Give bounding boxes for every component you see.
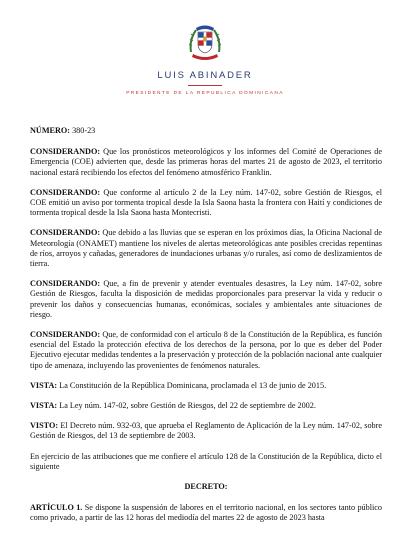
header-divider xyxy=(188,85,222,86)
vista-1 xyxy=(30,381,382,391)
considerando-label: CONSIDERANDO: xyxy=(30,228,101,238)
vista-text: La Ley núm. 147-02, sobre Gestión de Riesgos, del 22 de septiembre de 2002. xyxy=(59,401,316,411)
considerando-3 xyxy=(30,228,382,269)
vista-label: VISTA: xyxy=(30,401,58,411)
coat-of-arms-icon xyxy=(187,22,223,62)
vista-text: La Constitución de la República Dominicana, proclamada el 13 de junio de 2015. xyxy=(59,380,327,390)
considerando-text: Que conforme al artículo 2 de la Ley núm. 147-02, sobre Gestión de Riesgos, el COE emitió un aviso por tormenta tropical desde la Isla Saona hasta la frontera con Haití y condiciones de tormenta tropical desde la Isla Saona hasta Montecristi. xyxy=(30,187,382,218)
visto-label: VISTO: xyxy=(30,421,59,431)
articulo-label: ARTÍCULO 1. xyxy=(30,503,83,513)
considerando-label: CONSIDERANDO: xyxy=(30,279,101,289)
number-value: 380-23 xyxy=(72,126,96,135)
considerando-4 xyxy=(30,279,382,320)
considerando-text: Que los pronósticos meteorológicos y los informes del Comité de Operaciones de Emergencia (COE) advierten que, desde las primeras horas del martes 21 de agosto de 2023, el territorio nacional estará recibiendo los efectos del fenómeno atmosférico Franklin. xyxy=(30,147,382,177)
decree-number xyxy=(30,126,382,136)
president-title: PRESIDENTE DE LA REPUBLICA DOMINICANA xyxy=(126,91,284,96)
visto-text: El Decreto núm. 932-03, que aprueba el Reglamento de Aplicación de la Ley núm. 147-02, sobre Gestión de Riesgos, del 13 de septiembre de 2003. xyxy=(30,421,383,441)
considerando-2 xyxy=(30,188,382,219)
articulo-text: Se dispone la suspensión de labores en el territorio nacional, en los sectores tanto público como privado, a partir de las 12 horas del mediodía del martes 22 de agosto de 2023 hasta xyxy=(30,503,382,523)
number-label: NÚMERO: xyxy=(30,126,71,135)
vista-2 xyxy=(30,401,382,411)
considerando-label: CONSIDERANDO: xyxy=(30,147,101,157)
visto-1 xyxy=(30,421,382,441)
ejercicio-paragraph: En ejercicio de las atribuciones que me confiere el artículo 128 de la Constitución de la República, dicto el siguiente xyxy=(30,451,382,471)
considerando-text: Que, de conformidad con el artículo 8 de la Constitución de la República, es función esencial del Estado la protección efectiva de los derechos de la persona, por lo que es deber del Poder Ejecutivo ejecutar medidas tendentes a la preservación y protección de la población nacional ante cualquier tipo de amenaza, incluyendo las provenientes de fenómenos naturales. xyxy=(30,330,382,370)
vista-label: VISTA: xyxy=(30,380,58,390)
considerando-text: Que debido a las lluvias que se esperan en los próximos días, la Oficina Nacional de Meteorología (ONAMET) mantiene los niveles de alertas meteorológicas ante posibles crecidas repentinas de ríos, arroyos y cañadas, generadores de inundaciones urbanas y/o rurales, así como de deslizamientos de tierra. xyxy=(30,228,382,269)
considerando-label: CONSIDERANDO: xyxy=(30,330,101,340)
considerando-1 xyxy=(30,147,382,178)
articulo-1 xyxy=(30,503,382,523)
decree-body xyxy=(30,126,382,534)
president-name: LUIS ABINADER xyxy=(157,70,253,81)
considerando-5 xyxy=(30,330,382,371)
considerando-label: CONSIDERANDO: xyxy=(30,187,101,197)
considerando-text: Que, a fin de prevenir y atender eventuales desastres, la Ley núm. 147-02, sobre Gestión de Riesgos, faculta la disposición de medidas proporcionales para preservar la vida y reducir o prevenir los daños y consecuencias humanas, económicas, sociales y ambientales ante situaciones de riesgo. xyxy=(30,279,383,319)
decreto-heading: DECRETO: xyxy=(184,482,228,492)
